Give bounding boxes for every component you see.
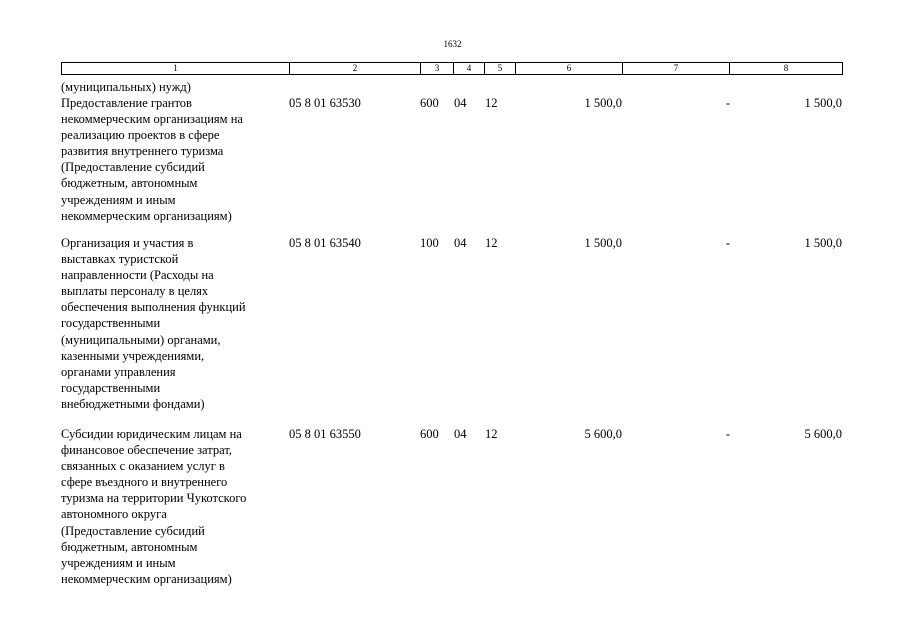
column-header-6: 6 (515, 62, 622, 75)
description-line: автономного округа (61, 507, 167, 522)
row-col6-value: 5 600,0 (584, 427, 622, 441)
description-line: учреждениям и иным (61, 555, 176, 570)
row-col7-value: - (725, 427, 730, 441)
description-line: (Предоставление субсидий (61, 160, 205, 175)
column-header-5: 5 (484, 62, 515, 75)
row-description (61, 235, 289, 412)
description-line: государственными (61, 316, 161, 331)
description-line: учреждениям и иным (61, 192, 176, 207)
row-vr-code: 600 (420, 427, 439, 441)
description-line: некоммерческим организациям) (61, 208, 232, 223)
description-line: (Предоставление субсидий (61, 523, 205, 538)
description-line: бюджетным, автономным (61, 176, 198, 191)
row-section: 04 (454, 96, 467, 110)
description-line: бюджетным, автономным (61, 539, 198, 554)
row-col8-value: 5 600,0 (804, 427, 842, 441)
description-line: связанных с оказанием услуг в (61, 459, 225, 474)
row-subsection: 12 (485, 427, 498, 441)
continuation-line: (муниципальных) нужд) (61, 80, 191, 94)
row-vr-code: 100 (420, 236, 439, 250)
page-number: 1632 (443, 39, 462, 49)
row-csr-code: 05 8 01 63540 (289, 236, 361, 250)
description-line: некоммерческим организациям на (61, 112, 243, 127)
row-col7-value: - (725, 236, 730, 250)
description-line: внебюджетными фондами) (61, 396, 205, 411)
description-line: органами управления (61, 364, 176, 379)
row-col8-value: 1 500,0 (804, 96, 842, 110)
column-header-3: 3 (420, 62, 453, 75)
column-header-8: 8 (729, 62, 843, 75)
description-line: государственными (61, 380, 161, 395)
row-vr-code: 600 (420, 96, 439, 110)
description-line: некоммерческим организациям) (61, 571, 232, 586)
description-line: сфере въездного и внутреннего (61, 475, 228, 490)
row-col7-value: - (725, 96, 730, 110)
column-header-7: 7 (622, 62, 729, 75)
description-line: финансовое обеспечение затрат, (61, 443, 232, 458)
row-section: 04 (454, 427, 467, 441)
description-line: выставках туристской (61, 252, 179, 267)
description-line: направленности (Расходы на (61, 268, 214, 283)
description-line: туризма на территории Чукотского (61, 491, 247, 506)
description-line: Предоставление грантов (61, 96, 192, 110)
description-line: реализацию проектов в сфере (61, 128, 220, 143)
description-line: Субсидии юридическим лицам на (61, 427, 242, 441)
row-col6-value: 1 500,0 (584, 96, 622, 110)
row-description (61, 426, 289, 587)
row-section: 04 (454, 236, 467, 250)
description-line: развития внутреннего туризма (61, 144, 224, 159)
description-line: выплаты персоналу в целях (61, 284, 209, 299)
column-header-1: 1 (61, 62, 289, 75)
row-description (61, 95, 289, 224)
row-col8-value: 1 500,0 (804, 236, 842, 250)
row-csr-code: 05 8 01 63550 (289, 427, 361, 441)
row-subsection: 12 (485, 96, 498, 110)
row-subsection: 12 (485, 236, 498, 250)
row-col6-value: 1 500,0 (584, 236, 622, 250)
description-line: обеспечения выполнения функций (61, 300, 246, 315)
description-line: (муниципальными) органами, (61, 332, 221, 347)
table-header-row (61, 62, 843, 75)
row-csr-code: 05 8 01 63530 (289, 96, 361, 110)
description-line: Организация и участия в (61, 236, 194, 250)
column-header-4: 4 (453, 62, 484, 75)
column-header-2: 2 (289, 62, 420, 75)
description-line: казенными учреждениями, (61, 348, 205, 363)
